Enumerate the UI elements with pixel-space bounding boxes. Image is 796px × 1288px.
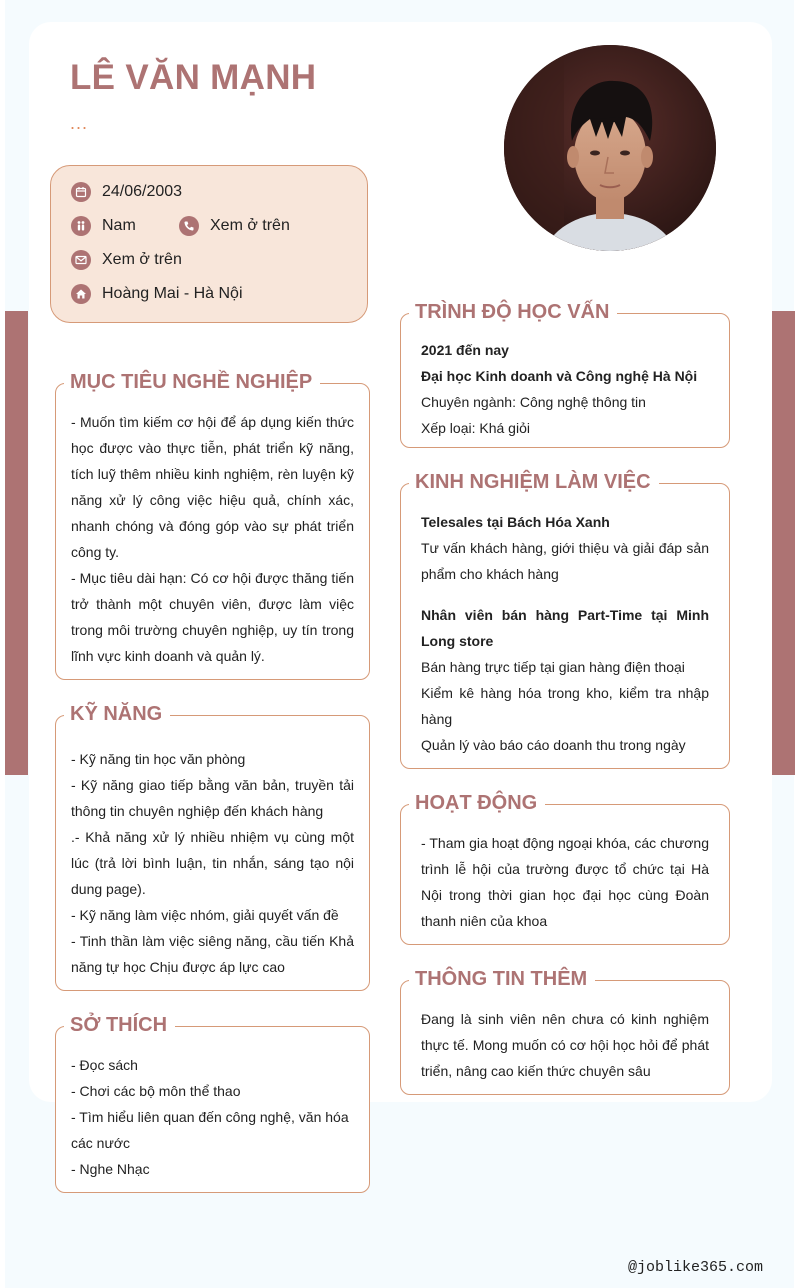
- job-role: Nhân viên bán hàng Part-Time tại Minh Long store: [421, 607, 709, 649]
- experience-title: KINH NGHIỆM LÀM VIỆC: [409, 471, 659, 494]
- mail-icon: [71, 250, 91, 270]
- skills-line: .- Khả năng xử lý nhiều nhiệm vụ cùng một lúc (trả lời bình luận, tin nhắn, sáng tạo nội dung page).: [71, 829, 354, 897]
- skills-title: KỸ NĂNG: [64, 703, 170, 726]
- birthday-text: 24/06/2003: [102, 183, 183, 200]
- address-text: Hoàng Mai - Hà Nội: [102, 285, 243, 302]
- hobby-line: - Tìm hiểu liên quan đến công nghệ, văn hóa các nước: [71, 1109, 349, 1151]
- home-icon: [71, 284, 91, 304]
- hobby-line: - Nghe Nhạc: [71, 1161, 150, 1177]
- left-accent-band: [5, 311, 28, 775]
- contact-email: [71, 250, 182, 270]
- objective-line: - Muốn tìm kiếm cơ hội để áp dụng kiến thức học được vào thực tiễn, phát triển kỹ năng, tích luỹ thêm nhiều kinh nghiệm, rèn luyện kỹ năng xử lý công việc hiệu quả, chính xác, nhanh chóng và đóng góp vào sự phát triển công ty.: [71, 414, 354, 560]
- footer-watermark: @joblike365.com: [628, 1259, 764, 1276]
- phone-icon: [179, 216, 199, 236]
- contact-address: [71, 284, 243, 304]
- contact-box: [50, 165, 368, 323]
- gender-text: Nam: [102, 217, 136, 234]
- hobby-line: - Đọc sách: [71, 1057, 138, 1073]
- skills-line: - Kỹ năng tin học văn phòng: [71, 751, 246, 767]
- contact-birthday: [71, 182, 182, 202]
- objective-title: MỤC TIÊU NGHỀ NGHIỆP: [64, 371, 320, 394]
- profile-photo: [504, 45, 716, 251]
- experience-body: [421, 509, 709, 758]
- education-title: TRÌNH ĐỘ HỌC VẤN: [409, 301, 617, 324]
- education-grade: Xếp loại: Khá giỏi: [421, 420, 530, 436]
- hobbies-title: SỞ THÍCH: [64, 1014, 175, 1037]
- candidate-name: LÊ VĂN MẠNH: [70, 58, 317, 97]
- gender-icon: [71, 216, 91, 236]
- skills-line: - Kỹ năng giao tiếp bằng văn bản, truyền tải thông tin chuyên nghiệp đến khách hàng: [71, 777, 354, 819]
- objective-body: [71, 409, 354, 669]
- education-major: Chuyên ngành: Công nghệ thông tin: [421, 394, 646, 410]
- job-role: Telesales tại Bách Hóa Xanh: [421, 514, 610, 530]
- phone-text: Xem ở trên: [210, 217, 290, 234]
- email-text: Xem ở trên: [102, 251, 182, 268]
- job-desc: Tư vấn khách hàng, giới thiệu và giải đáp sản phẩm cho khách hàng: [421, 540, 709, 582]
- activities-title: HOẠT ĐỘNG: [409, 792, 545, 815]
- contact-gender: [71, 216, 136, 236]
- hobby-line: - Chơi các bộ môn thể thao: [71, 1083, 241, 1099]
- job-desc: Quản lý vào báo cáo doanh thu trong ngày: [421, 737, 686, 753]
- job-desc: Bán hàng trực tiếp tại gian hàng điện thoại: [421, 659, 685, 675]
- skills-line: - Tinh thần làm việc siêng năng, cầu tiến Khả năng tự học Chịu được áp lực cao: [71, 933, 354, 975]
- skills-line: - Kỹ năng làm việc nhóm, giải quyết vấn đề: [71, 907, 339, 923]
- job-desc: Kiểm kê hàng hóa trong kho, kiểm tra nhập hàng: [421, 685, 709, 727]
- contact-phone: [179, 216, 290, 236]
- calendar-icon: [71, 182, 91, 202]
- right-accent-band: [772, 311, 795, 775]
- education-school: Đại học Kinh doanh và Công nghệ Hà Nội: [421, 368, 698, 384]
- skills-body: [71, 746, 354, 980]
- education-body: [421, 337, 709, 441]
- candidate-subtitle: ...: [70, 113, 89, 133]
- additional-title: THÔNG TIN THÊM: [409, 968, 595, 991]
- additional-body: Đang là sinh viên nên chưa có kinh nghiệm thực tế. Mong muốn có cơ hội học hỏi để phát triển, nâng cao kiến thức chuyên sâu: [421, 1011, 709, 1079]
- activities-body: - Tham gia hoạt động ngoại khóa, các chương trình lễ hội của trường được tổ chức tại Hà Nội trong thời gian học đại học cùng Đoàn thanh niên của khoa: [421, 835, 709, 929]
- education-period: 2021 đến nay: [421, 342, 509, 358]
- objective-line: - Mục tiêu dài hạn: Có cơ hội được thăng tiến trở thành một chuyên viên, được làm việc trong môi trường chuyên nghiệp, uy tín trong lĩnh vực kinh doanh và quản lý.: [71, 570, 354, 664]
- hobbies-body: [71, 1052, 354, 1182]
